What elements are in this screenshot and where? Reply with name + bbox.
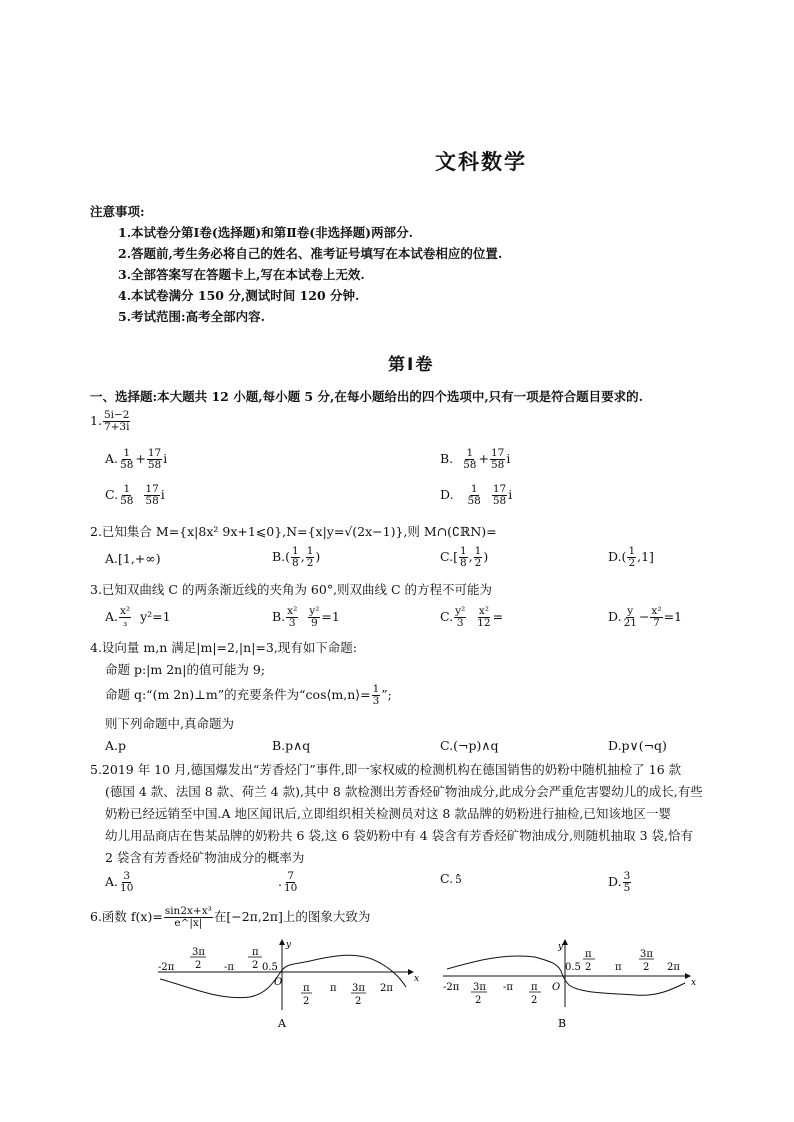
section-heading: 一、选择题:本大题共 12 小题,每小题 5 分,在每小题给出的四个选项中,只有一项是符合题目要求的. <box>90 389 644 404</box>
q5-option-c: C. 5 <box>440 871 462 886</box>
graph-a <box>150 935 420 1030</box>
tick-label: 3π <box>640 949 653 960</box>
tick-label: 3π <box>352 983 365 994</box>
question-5-line: 2 袋含有芳香烃矿物油成分的概率为 <box>105 850 305 865</box>
tick-label: 0.5 <box>262 962 278 973</box>
tick-label: 2 <box>303 996 310 1007</box>
q5-option-a: A. $\frac{3}{10}$ <box>105 870 134 894</box>
q4-option-b: B.p∧q <box>272 738 311 753</box>
tick-label: π <box>585 949 592 960</box>
tick-label: 2π <box>380 983 393 994</box>
origin-label: O <box>274 977 283 988</box>
tick-label: -2π <box>443 982 460 993</box>
q4-option-c: C.(¬p)∧q <box>440 738 499 753</box>
tick-label: 0.5 <box>565 962 581 973</box>
question-1-stem: 1. $\frac{5i-2}{7+3i}$ <box>90 409 130 433</box>
q2-option-d: D.( $\frac{1}{2}$ ,1] <box>608 545 654 569</box>
graph-label: A <box>278 1017 286 1030</box>
tick-label: 3π <box>192 947 205 958</box>
y-axis-label: y <box>286 940 292 950</box>
x-axis-label: x <box>691 978 697 988</box>
q1-option-b: B. $\frac{1}{58}$ + $\frac{17}{58}$ i <box>440 447 511 471</box>
q4-proposition-q: 命题 q:“(m 2n)⊥m”的充要条件为“cos⟨m,n⟩= $\frac{1}{3}$ ”; <box>105 683 392 707</box>
paper-title: 文科数学 <box>435 150 527 174</box>
question-2-stem: 2.已知集合 M={x|8x² 9x+1⩽0},N={x|y=√(2x−1)},则 M∩(∁ℝN)= <box>90 524 497 539</box>
q5-option-d: D. $\frac{3}{5}$ <box>608 870 631 894</box>
q5-option-b: . $\frac{7}{10}$ <box>278 870 298 894</box>
question-3-stem: 3.已知双曲线 C 的两条渐近线的夹角为 60°,则双曲线 C 的方程不可能为 <box>90 582 493 597</box>
question-5-line: 幼儿用品商店在售某品牌的奶粉共 6 袋,这 6 袋奶粉中有 4 袋含有芳香烃矿物油成分,则随机抽取 3 袋,恰有 <box>105 828 694 843</box>
q4-proposition-p: 命题 p:|m 2n|的值可能为 9; <box>105 662 266 677</box>
note-item: 5.考试范围:高考全部内容. <box>118 309 266 324</box>
y-axis-label: y <box>558 942 564 952</box>
note-item: 1.本试卷分第Ⅰ卷(选择题)和第Ⅱ卷(非选择题)两部分. <box>118 225 413 240</box>
question-5-line: (德国 4 款、法国 8 款、荷兰 4 款),其中 8 款检测出芳香烃矿物油成分,此成分会严重危害婴幼儿的成长,有些 <box>105 784 703 799</box>
tick-label: 2 <box>643 962 650 973</box>
q1-option-d: D. $\frac{1}{58}$ $\frac{17}{58}$ i <box>440 483 513 507</box>
tick-label: 2 <box>475 995 482 1006</box>
note-item: 3.全部答案写在答题卡上,写在本试卷上无效. <box>118 267 365 282</box>
q4-option-a: A.p <box>105 738 127 753</box>
tick-label: 2π <box>667 962 680 973</box>
q3-option-d: D. $\frac{y}{21}$ − $\frac{\text{x²}}{7}$ =1 <box>608 605 682 629</box>
graph-label: B <box>558 1017 567 1030</box>
q2-option-c: C.[ $\frac{1}{8}$ , $\frac{1}{2}$ ) <box>440 545 489 569</box>
tick-label: π <box>531 982 538 993</box>
tick-label: 2 <box>531 995 538 1006</box>
q3-option-b: B. $\frac{\text{x²}}{3}$ $\frac{\text{y²}}{9}$ =1 <box>272 605 340 629</box>
tick-label: π <box>303 983 310 994</box>
tick-label: 3π <box>473 982 486 993</box>
q3-option-c: C. $\frac{\text{y²}}{3}$ $\frac{\text{x²}}{12}$ = <box>440 605 504 629</box>
q2-option-a: A.[1,+∞) <box>105 551 161 566</box>
tick-label: -π <box>503 982 513 993</box>
note-item: 4.本试卷满分 150 分,测试时间 120 分钟. <box>118 288 360 303</box>
q2-option-b: B.( $\frac{1}{8}$ , $\frac{1}{2}$ ) <box>272 545 321 569</box>
question-5-line: 奶粉已经远销至中国.A 地区闻讯后,立即组织相关检测员对这 8 款品牌的奶粉进行抽检,已知该地区一婴 <box>105 806 671 821</box>
y-axis-arrow <box>279 939 285 945</box>
q1-option-a: A. $\frac{1}{58}$ + $\frac{17}{58}$ i <box>105 447 168 471</box>
x-axis-label: x <box>414 974 420 984</box>
tick-label: 2 <box>355 996 362 1007</box>
origin-label: O <box>552 982 561 993</box>
q4-option-d: D.p∨(¬q) <box>608 738 667 753</box>
q1-option-c: C. $\frac{1}{58}$ $\frac{17}{58}$ i <box>105 483 165 507</box>
tick-label: 2 <box>195 960 202 971</box>
tick-label: 2 <box>252 960 259 971</box>
question-5-line: 5.2019 年 10 月,德国爆发出“芳香烃门”事件,即一家权威的检测机构在德国销售的奶粉中随机抽检了 16 款 <box>90 762 682 777</box>
tick-label: -π <box>224 962 234 973</box>
note-item: 2.答题前,考生务必将自己的姓名、准考证号填写在本试卷相应的位置. <box>118 246 503 261</box>
tick-label: -2π <box>158 962 175 973</box>
question-6-stem: 6.函数 f(x)= $\frac{\text{sin2x+x³}}{e\^{}|x|}$ 在[−2π,2π]上的图象大致为 <box>90 905 371 929</box>
tick-label: π <box>615 962 622 973</box>
tick-label: 2 <box>585 962 592 973</box>
notes-heading: 注意事项: <box>90 204 145 219</box>
part-title: 第Ⅰ卷 <box>388 355 435 375</box>
q4-ask: 则下列命题中,真命题为 <box>105 716 234 731</box>
q3-option-a: A. $\frac{\text{x²}}{\text{₃}}$ y²=1 <box>105 605 171 629</box>
question-4-stem: 4.设向量 m,n 满足|m|=2,|n|=3,现有如下命题: <box>90 640 358 655</box>
tick-label: π <box>252 947 259 958</box>
graph-b <box>435 935 705 1030</box>
tick-label: π <box>330 983 337 994</box>
